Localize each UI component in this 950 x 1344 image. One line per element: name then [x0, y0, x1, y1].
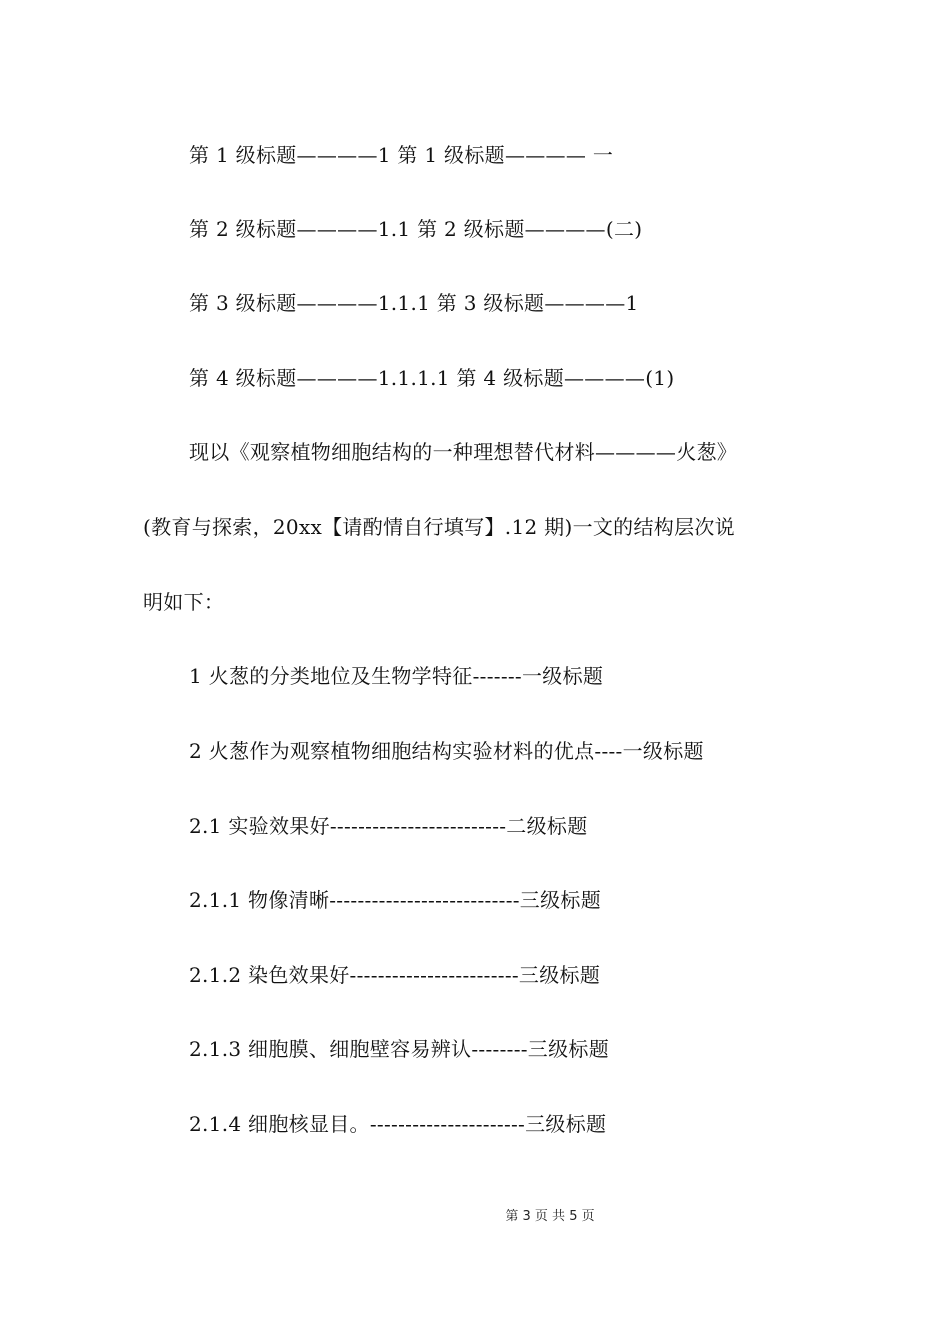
- outline-item: 2.1.3 细胞膜、细胞壁容易辨认--------三级标题: [189, 1037, 610, 1061]
- outline-item: 2.1 实验效果好-------------------------二级标题: [189, 814, 588, 838]
- heading-level-1-line: 第 1 级标题————1 第 1 级标题———— 一: [189, 143, 614, 167]
- outline-item: 2.1.2 染色效果好------------------------三级标题: [189, 963, 601, 987]
- outline-item: 2.1.4 细胞核显目。----------------------三级标题: [189, 1112, 607, 1136]
- paragraph-line-3: 明如下：: [143, 590, 225, 614]
- outline-item: 1 火葱的分类地位及生物学特征-------一级标题: [189, 664, 604, 688]
- paragraph-line-1: 现以《观察植物细胞结构的一种理想替代材料————火葱》: [189, 440, 738, 464]
- paragraph-line-2: (教育与探索，20xx【请酌情自行填写】.12 期)一文的结构层次说: [143, 515, 735, 539]
- heading-level-3-line: 第 3 级标题————1.1.1 第 3 级标题————1: [189, 291, 639, 315]
- page-number-footer: 第 3 页 共 5 页: [505, 1209, 595, 1224]
- outline-item: 2.1.1 物像清晰---------------------------三级标题: [189, 888, 602, 912]
- outline-item: 2 火葱作为观察植物细胞结构实验材料的优点----一级标题: [189, 739, 704, 763]
- heading-level-2-line: 第 2 级标题————1.1 第 2 级标题————(二): [189, 217, 643, 241]
- heading-level-4-line: 第 4 级标题————1.1.1.1 第 4 级标题————(1): [189, 366, 675, 390]
